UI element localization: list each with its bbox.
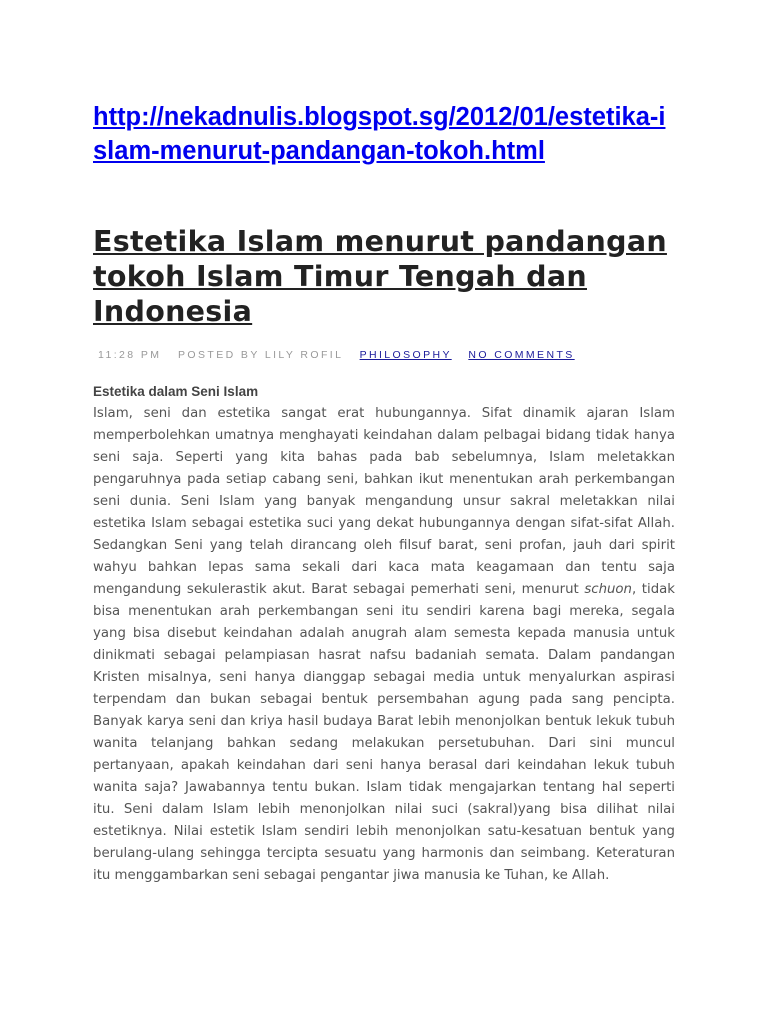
post-time: 11:28 PM [98, 349, 162, 361]
post-body-part-2: , tidak bisa menentukan arah perkembangan seni itu sendiri karena bagi mereka, segala yang bisa disebut keindahan adalah anugrah alam semesta kepada manusia untuk dinikmati sebagai pelampiasan hasrat nafsu badaniah semata. Dalam pandangan Kristen misalnya, seni hanya dianggap sebagai media untuk menyalurkan aspirasi terpendam dan bukan sebagai bentuk persembahan agung pada sang pencipta. Banyak karya seni dan kriya hasil budaya Barat lebih menonjolkan bentuk lekuk tubuh wanita telanjang bahkan sedang melakukan persetubuhan. Dari sini muncul pertanyaan, apakah keindahan dari seni hanya berasal dari keindahan lekuk tubuh wanita saja? Jawabannya tentu bukan. Islam tidak mengajarkan tentang hal seperti itu. Seni dalam Islam lebih menonjolkan nilai suci (sakral)yang bisa dilihat nilai estetiknya. Nilai estetik Islam sendiri lebih menonjolkan satu-kesatuan bentuk yang berulang-ulang sehingga tercipta sesuatu yang harmonis dan seimbang. Keteraturan itu menggambarkan seni sebagai pengantar jiwa manusia ke Tuhan, ke Allah. [93, 582, 676, 883]
section-heading: Estetika dalam Seni Islam [93, 384, 259, 399]
post-label-link[interactable]: PHILOSOPHY [359, 349, 452, 361]
post-meta [98, 349, 675, 361]
post-comments-link[interactable]: NO COMMENTS [468, 349, 575, 361]
source-url-link[interactable]: http://nekadnulis.blogspot.sg/2012/01/estetika-islam-menurut-pandangan-tokoh.html [93, 103, 666, 165]
post-body-italic: schuon [584, 582, 632, 597]
post-body-part-1: Islam, seni dan estetika sangat erat hubungannya. Sifat dinamik ajaran Islam memperbolehkan umatnya menghayati keindahan dalam pelbagai bidang tidak hanya seni saja. Seperti yang kita bahas pada bab sebelumnya, Islam meletakkan pengaruhnya pada setiap cabang seni, bahkan ikut menentukan arah perkembangan seni dunia. Seni Islam yang banyak mengandung unsur sakral meletakkan nilai estetika Islam sebagai estetika suci yang dekat hubungannya dengan sifat-sifat Allah. Sedangkan Seni yang telah dirancang oleh filsuf barat, seni profan, jauh dari spirit wahyu bahkan lepas sama sekali dari kaca mata keagamaan dan tentu saja mengandung sekulerastik akut. Barat sebagai pemerhati seni, menurut [93, 406, 675, 597]
post-title: Estetika Islam menurut pandangan tokoh Islam Timur Tengah dan Indonesia [93, 225, 667, 328]
post-body [93, 403, 675, 887]
post-author: POSTED BY LILY ROFIL [178, 349, 343, 361]
